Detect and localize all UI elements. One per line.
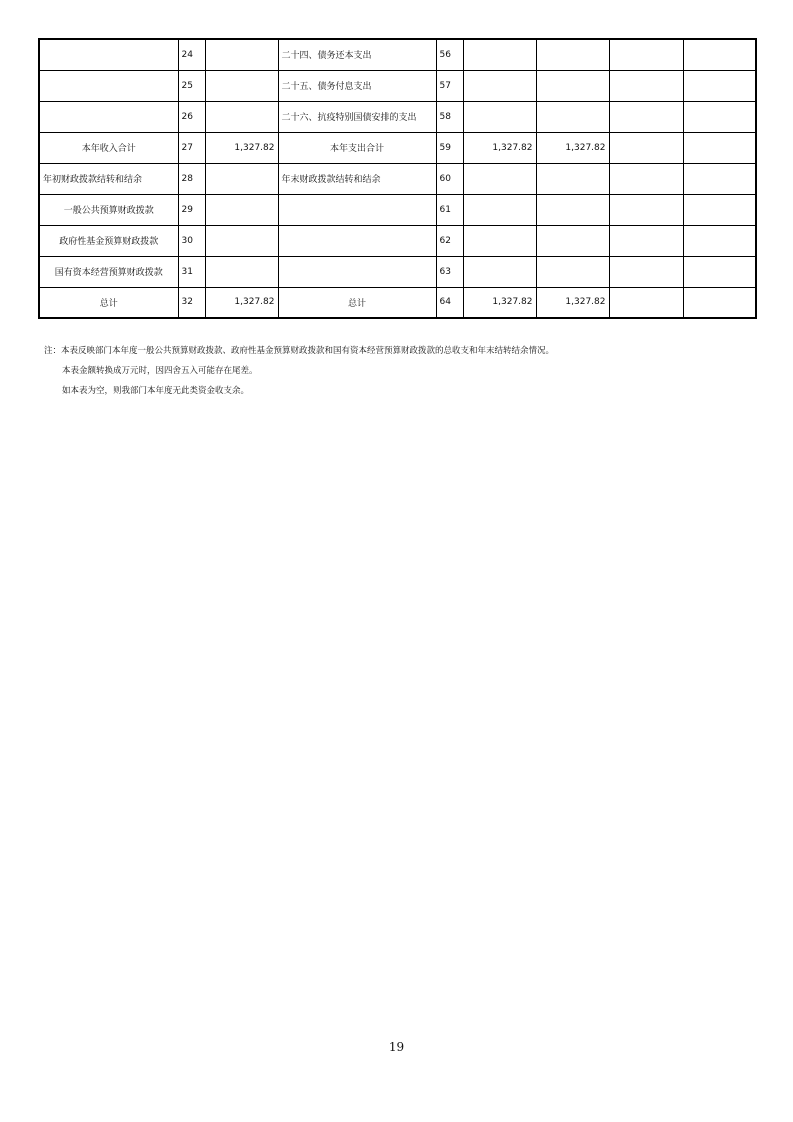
income-item-cell [39,39,178,70]
income-item-cell: 一般公共预算财政拨款 [39,194,178,225]
expense-row-number: 64 [436,287,463,318]
income-row-number: 26 [178,101,205,132]
expense-amount-cell [463,70,536,101]
expense-amount-cell [609,132,683,163]
page-number: 19 [388,1040,405,1054]
expense-amount-cell: 1,327.82 [536,132,609,163]
note-line: 注：本表反映部门本年度一般公共预算财政拨款、政府性基金预算财政拨款和国有资本经营预算财政拨款的总收支和年末结转结余情况。 [44,346,555,356]
income-amount-cell [205,101,278,132]
expense-row-number: 58 [436,101,463,132]
income-row-number: 27 [178,132,205,163]
income-amount-cell: 1,327.82 [205,287,278,318]
fiscal-appropriation-table [38,38,757,319]
income-row-number: 28 [178,163,205,194]
income-item-cell: 总计 [39,287,178,318]
expense-amount-cell [609,70,683,101]
expense-amount-cell [683,194,756,225]
expense-amount-cell [683,132,756,163]
income-row-number: 29 [178,194,205,225]
expense-amount-cell: 1,327.82 [463,287,536,318]
income-item-cell: 国有资本经营预算财政拨款 [39,256,178,287]
expense-amount-cell [463,194,536,225]
expense-item-cell [278,194,436,225]
expense-amount-cell [463,256,536,287]
table-row [39,39,756,70]
income-amount-cell [205,256,278,287]
table-row [39,287,756,318]
expense-item-cell: 二十六、抗疫特别国债安排的支出 [278,101,436,132]
expense-item-cell: 年末财政拨款结转和结余 [278,163,436,194]
income-amount-cell [205,39,278,70]
expense-amount-cell [683,39,756,70]
expense-item-cell [278,225,436,256]
income-amount-cell [205,194,278,225]
income-amount-cell [205,70,278,101]
expense-amount-cell [463,163,536,194]
note-line: 如本表为空，则我部门本年度无此类资金收支余。 [62,386,250,396]
expense-row-number: 60 [436,163,463,194]
expense-item-cell: 二十四、债务还本支出 [278,39,436,70]
expense-row-number: 56 [436,39,463,70]
expense-amount-cell [463,101,536,132]
expense-amount-cell [536,39,609,70]
expense-amount-cell [609,39,683,70]
income-item-cell: 政府性基金预算财政拨款 [39,225,178,256]
table-row [39,225,756,256]
table-row [39,256,756,287]
expense-item-cell [278,256,436,287]
expense-amount-cell [536,194,609,225]
expense-amount-cell [683,225,756,256]
table-row [39,70,756,101]
expense-amount-cell [683,256,756,287]
expense-amount-cell [536,163,609,194]
income-amount-cell: 1,327.82 [205,132,278,163]
income-item-cell: 年初财政拨款结转和结余 [39,163,178,194]
expense-amount-cell [609,256,683,287]
income-amount-cell [205,225,278,256]
expense-amount-cell [536,225,609,256]
table-row [39,132,756,163]
expense-amount-cell [536,256,609,287]
income-item-cell [39,101,178,132]
expense-amount-cell [463,39,536,70]
table-row [39,194,756,225]
income-row-number: 25 [178,70,205,101]
expense-amount-cell [609,101,683,132]
expense-amount-cell [536,70,609,101]
expense-amount-cell [609,163,683,194]
income-item-cell: 本年收入合计 [39,132,178,163]
table-row [39,101,756,132]
expense-amount-cell [683,70,756,101]
expense-item-cell: 二十五、债务付息支出 [278,70,436,101]
expense-amount-cell [609,287,683,318]
expense-row-number: 61 [436,194,463,225]
expense-item-cell: 总计 [278,287,436,318]
income-row-number: 24 [178,39,205,70]
income-row-number: 31 [178,256,205,287]
expense-amount-cell [609,194,683,225]
expense-amount-cell [609,225,683,256]
expense-amount-cell [536,101,609,132]
expense-amount-cell [683,287,756,318]
expense-row-number: 62 [436,225,463,256]
table-notes [44,341,554,401]
income-amount-cell [205,163,278,194]
expense-row-number: 57 [436,70,463,101]
note-line: 本表金额转换成万元时，因四舍五入可能存在尾差。 [62,366,258,376]
expense-amount-cell [683,101,756,132]
expense-amount-cell [463,225,536,256]
income-row-number: 30 [178,225,205,256]
expense-amount-cell [683,163,756,194]
expense-amount-cell: 1,327.82 [536,287,609,318]
expense-row-number: 63 [436,256,463,287]
expense-amount-cell: 1,327.82 [463,132,536,163]
table-row [39,163,756,194]
income-item-cell [39,70,178,101]
expense-row-number: 59 [436,132,463,163]
expense-item-cell: 本年支出合计 [278,132,436,163]
income-row-number: 32 [178,287,205,318]
